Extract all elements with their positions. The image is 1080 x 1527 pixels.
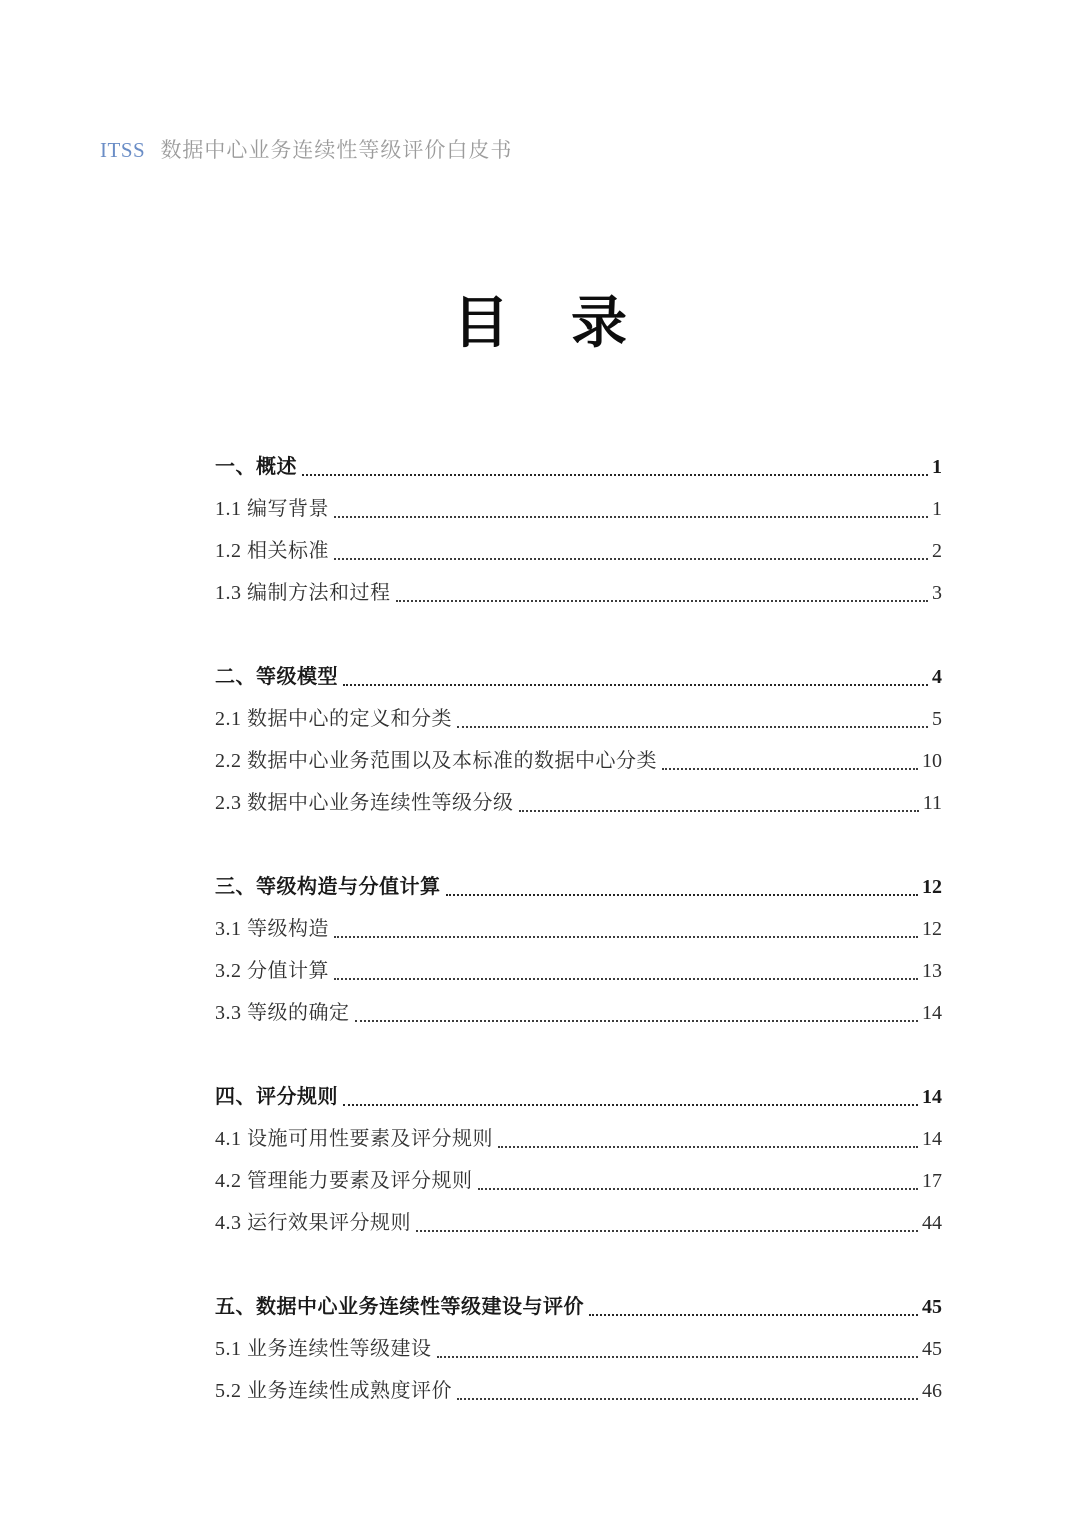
- toc-entry[interactable]: [215, 488, 942, 530]
- running-header: [100, 134, 512, 164]
- itss-brand-label: ITSS: [100, 138, 146, 162]
- toc-entry[interactable]: [215, 1160, 942, 1202]
- dot-leader: [334, 978, 918, 980]
- toc-entry-page: 45: [922, 1296, 942, 1318]
- toc-entry[interactable]: [215, 1202, 942, 1244]
- toc-entry[interactable]: [215, 572, 942, 614]
- toc-section-heading[interactable]: [215, 1076, 942, 1118]
- toc-entry[interactable]: [215, 698, 942, 740]
- header-doc-title: 数据中心业务连续性等级评价白皮书: [160, 138, 513, 162]
- dot-leader: [334, 936, 918, 938]
- toc-entry-page: 13: [922, 960, 942, 982]
- dot-leader: [446, 894, 919, 896]
- toc-entry-page: 45: [922, 1338, 942, 1360]
- toc-entry-page: 14: [922, 1128, 942, 1150]
- dot-leader: [662, 768, 918, 770]
- toc-title-char-left: 目: [453, 293, 509, 355]
- toc-entry-page: 5: [932, 708, 942, 730]
- dot-leader: [416, 1230, 918, 1232]
- toc-entry-page: 10: [922, 750, 942, 772]
- toc-entry[interactable]: [215, 908, 942, 950]
- toc-entry-label: 3.3 等级的确定: [215, 1002, 350, 1024]
- dot-leader: [334, 516, 928, 518]
- toc-entry-label: 一、概述: [215, 456, 297, 478]
- toc-section-heading[interactable]: [215, 866, 942, 908]
- toc-entry-page: 17: [922, 1170, 942, 1192]
- dot-leader: [343, 1104, 918, 1106]
- toc-entry-page: 2: [932, 540, 942, 562]
- dot-leader: [437, 1356, 919, 1358]
- toc-entry-label: 5.1 业务连续性等级建设: [215, 1338, 432, 1360]
- toc-entry-label: 3.2 分值计算: [215, 960, 329, 982]
- toc-entry-label: 四、评分规则: [215, 1086, 338, 1108]
- toc-entry-page: 11: [922, 792, 942, 814]
- toc-entry-label: 五、数据中心业务连续性等级建设与评价: [215, 1296, 584, 1318]
- toc-entry[interactable]: [215, 740, 942, 782]
- toc-section-heading[interactable]: [215, 1286, 942, 1328]
- toc-title-char-right: 录: [571, 293, 627, 355]
- toc-entry-page: 4: [932, 666, 942, 688]
- toc-entry-label: 1.1 编写背景: [215, 498, 329, 520]
- toc: [215, 446, 942, 1412]
- toc-entry-label: 1.2 相关标准: [215, 540, 329, 562]
- dot-leader: [498, 1146, 918, 1148]
- dot-leader: [343, 684, 928, 686]
- toc-entry[interactable]: [215, 782, 942, 824]
- dot-leader: [334, 558, 928, 560]
- toc-entry[interactable]: [215, 992, 942, 1034]
- dot-leader: [302, 474, 928, 476]
- toc-entry-page: 1: [932, 456, 942, 478]
- toc-entry-page: 1: [932, 498, 942, 520]
- toc-entry-page: 14: [922, 1002, 942, 1024]
- toc-entry-label: 5.2 业务连续性成熟度评价: [215, 1380, 452, 1402]
- dot-leader: [355, 1020, 919, 1022]
- toc-entry-label: 2.1 数据中心的定义和分类: [215, 708, 452, 730]
- toc-entry-page: 14: [922, 1086, 942, 1108]
- toc-entry-page: 12: [922, 876, 942, 898]
- toc-page-title: [0, 293, 1080, 355]
- toc-entry[interactable]: [215, 530, 942, 572]
- toc-section-heading[interactable]: [215, 656, 942, 698]
- toc-entry[interactable]: [215, 1370, 942, 1412]
- toc-entry-label: 2.2 数据中心业务范围以及本标准的数据中心分类: [215, 750, 657, 772]
- toc-section-heading[interactable]: [215, 446, 942, 488]
- dot-leader: [519, 810, 919, 812]
- toc-entry-page: 12: [922, 918, 942, 940]
- dot-leader: [396, 600, 929, 602]
- toc-entry-label: 4.1 设施可用性要素及评分规则: [215, 1128, 493, 1150]
- dot-leader: [589, 1314, 918, 1316]
- toc-entry[interactable]: [215, 1118, 942, 1160]
- toc-entry-page: 3: [932, 582, 942, 604]
- toc-entry-label: 4.2 管理能力要素及评分规则: [215, 1170, 473, 1192]
- dot-leader: [457, 1398, 918, 1400]
- toc-entry[interactable]: [215, 1328, 942, 1370]
- toc-entry-label: 2.3 数据中心业务连续性等级分级: [215, 792, 514, 814]
- toc-entry-label: 二、等级模型: [215, 666, 338, 688]
- dot-leader: [478, 1188, 919, 1190]
- dot-leader: [457, 726, 928, 728]
- toc-entry-label: 三、等级构造与分值计算: [215, 876, 441, 898]
- toc-entry-label: 3.1 等级构造: [215, 918, 329, 940]
- toc-entry[interactable]: [215, 950, 942, 992]
- toc-entry-page: 44: [922, 1212, 942, 1234]
- toc-entry-label: 4.3 运行效果评分规则: [215, 1212, 411, 1234]
- toc-entry-page: 46: [922, 1380, 942, 1402]
- toc-entry-label: 1.3 编制方法和过程: [215, 582, 391, 604]
